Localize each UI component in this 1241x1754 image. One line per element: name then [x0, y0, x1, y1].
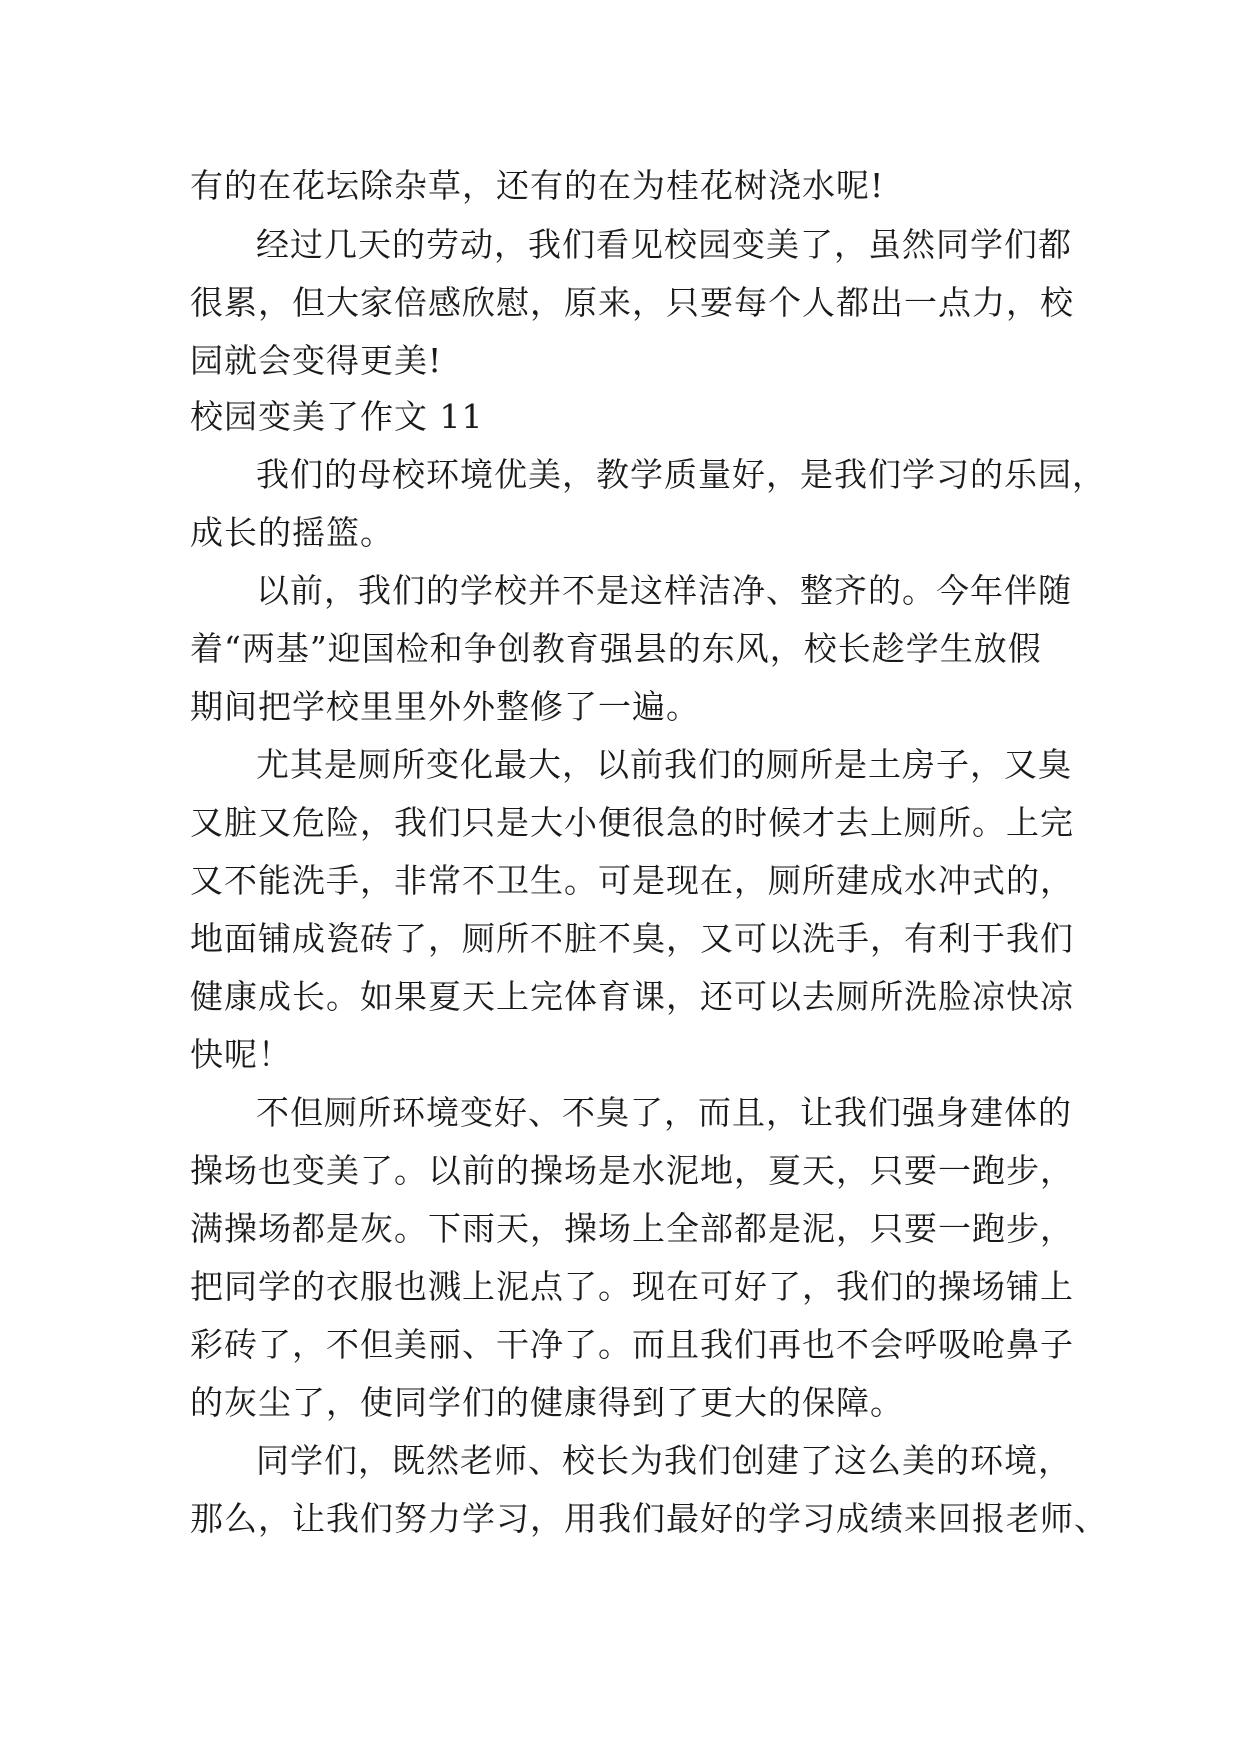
paragraph-line: 着“两基”迎国检和争创教育强县的东风，校长趁学生放假: [190, 629, 1042, 668]
paragraph-line: 那么，让我们努力学习，用我们最好的学习成绩来回报老师、: [190, 1499, 1108, 1538]
paragraph-line: 有的在花坛除杂草，还有的在为桂花树浇水呢!: [190, 166, 885, 205]
paragraph-line: 满操场都是灰。下雨天，操场上全部都是泥，只要一跑步，: [190, 1209, 1074, 1248]
paragraph-line: 成长的摇篮。: [190, 513, 394, 552]
paragraph-line: 又不能洗手，非常不卫生。可是现在，厕所建成水冲式的，: [190, 861, 1074, 900]
paragraph-line: 操场也变美了。以前的操场是水泥地，夏天，只要一跑步，: [190, 1151, 1074, 1190]
paragraph-line: 很累，但大家倍感欣慰，原来，只要每个人都出一点力，校: [190, 283, 1074, 322]
paragraph-line: 地面铺成瓷砖了，厕所不脏不臭，又可以洗手，有利于我们: [190, 919, 1074, 958]
paragraph-line: 彩砖了，不但美丽、干净了。而且我们再也不会呼吸呛鼻子: [190, 1325, 1074, 1364]
paragraph-line: 快呢！: [190, 1035, 292, 1074]
section-title: 校园变美了作文 11: [190, 397, 484, 436]
paragraph-line: 期间把学校里里外外整修了一遍。: [190, 687, 700, 726]
paragraph-line: 以前，我们的学校并不是这样洁净、整齐的。今年伴随: [256, 571, 1072, 610]
paragraph-line: 园就会变得更美!: [190, 341, 443, 380]
paragraph-line: 不但厕所环境变好、不臭了，而且，让我们强身建体的: [256, 1093, 1072, 1132]
paragraph-line: 的灰尘了，使同学们的健康得到了更大的保障。: [190, 1383, 904, 1422]
paragraph-line: 我们的母校环境优美，教学质量好，是我们学习的乐园，: [256, 455, 1106, 494]
paragraph-line: 经过几天的劳动，我们看见校园变美了，虽然同学们都: [256, 225, 1072, 264]
paragraph-line: 把同学的衣服也溅上泥点了。现在可好了，我们的操场铺上: [190, 1267, 1074, 1306]
paragraph-line: 尤其是厕所变化最大，以前我们的厕所是土房子，又臭: [256, 745, 1072, 784]
paragraph-line: 同学们，既然老师、校长为我们创建了这么美的环境，: [256, 1441, 1072, 1480]
paragraph-line: 健康成长。如果夏天上完体育课，还可以去厕所洗脸凉快凉: [190, 977, 1074, 1016]
paragraph-line: 又脏又危险，我们只是大小便很急的时候才去上厕所。上完: [190, 803, 1074, 842]
